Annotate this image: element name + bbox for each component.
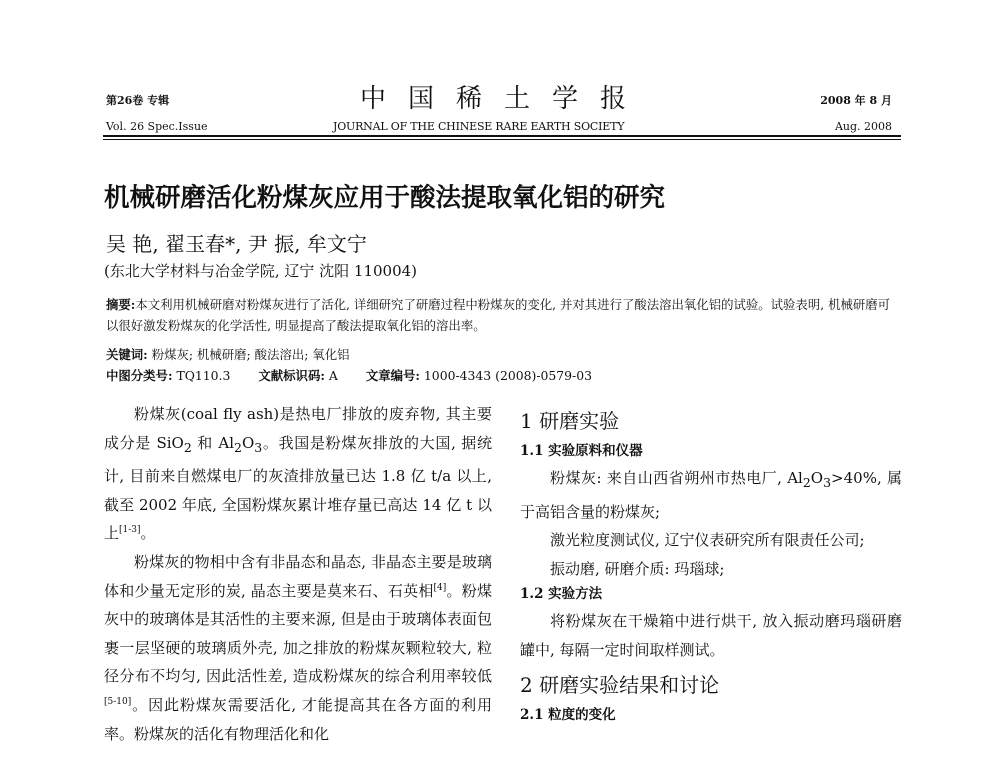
body-paragraph [104, 400, 492, 548]
paper-title: 机械研磨活化粉煤灰应用于酸法提取氧化铝的研究 [104, 183, 666, 213]
body-left-column [104, 400, 492, 748]
subscript: 2 [802, 475, 811, 490]
subscript: 2 [234, 439, 242, 455]
affiliation: (东北大学材料与冶金学院, 辽宁 沈阳 110004) [104, 262, 418, 280]
body-paragraph: 振动磨, 研磨介质: 玛瑙球; [550, 559, 725, 578]
header-date-cn: 2008 年 8 月 [820, 94, 892, 107]
article-number-label: 文章编号: [365, 368, 420, 383]
article-number-value: 1000-4343 (2008)-0579-03 [423, 368, 592, 383]
text-run: O [810, 469, 824, 487]
text-run: 粉煤灰: 来自山西省朔州市热电厂, Al [550, 469, 803, 487]
section-heading-2: 2 研磨实验结果和讨论 [520, 673, 720, 697]
citation: [4] [433, 582, 447, 593]
clc-value: TQ110.3 [176, 368, 231, 383]
header-rule-thin [103, 139, 901, 140]
subscript: 3 [823, 475, 832, 490]
text-run: 。 [140, 524, 156, 543]
header-date-en: Aug. 2008 [834, 120, 892, 133]
header-rule-thick [103, 135, 901, 137]
text-run: >40%, 属于高铝含量的粉煤灰; [520, 469, 902, 521]
citation: [1-3] [119, 525, 141, 536]
author-list: 吴 艳, 翟玉春*, 尹 振, 牟文宁 [106, 232, 367, 256]
journal-title-cn: 中国稀土学报 [360, 84, 649, 114]
subscript: 2 [183, 439, 192, 455]
subsection-heading-2-1: 2.1 粒度的变化 [520, 707, 616, 723]
header-volume-cn: 第26卷 专辑 [106, 94, 170, 107]
section-heading-1: 1 研磨实验 [520, 409, 620, 433]
text-run: 。我国是粉煤灰排放的大国, 据统计, 目前来自燃煤电厂的灰渣排放量已达 1.8 亿 t/a 以上, 截至 2002 年底, 全国粉煤灰累计堆存量已高达 14 亿 t 以上 [104, 433, 492, 543]
classification-line [106, 366, 592, 384]
doc-code-value: A [328, 368, 338, 383]
doc-code-label: 文献标识码: [258, 368, 325, 383]
keywords-text: 粉煤灰; 机械研磨; 酸法溶出; 氧化铝 [151, 347, 350, 362]
clc-label: 中图分类号: [106, 368, 173, 383]
keywords [106, 345, 350, 363]
text-run: 。粉煤灰中的玻璃体是其活性的主要来源, 但是由于玻璃体表面包裹一层坚硬的玻璃质外壳, 加之排放的粉煤灰颗粒较大, 粒径分布不均匀, 因此活性差, 造成粉煤灰的综合利用率较低 [104, 581, 492, 686]
body-right-column [520, 406, 902, 728]
subsection-heading-1-2: 1.2 实验方法 [520, 586, 603, 602]
body-paragraph: 将粉煤灰在干燥箱中进行烘干, 放入振动磨玛瑙研磨罐中, 每隔一定时间取样测试。 [520, 612, 902, 659]
text-run: 。因此粉煤灰需要活化, 才能提高其在各方面的利用率。粉煤灰的活化有物理活化和化 [104, 695, 492, 743]
abstract-text: 本文利用机械研磨对粉煤灰进行了活化, 详细研究了研磨过程中粉煤灰的变化, 并对其进行了酸法溶出氧化铝的试验。试验表明, 机械研磨可以很好激发粉煤灰的化学活性, 明显提高了酸法提取氧化铝的溶出率。 [106, 297, 891, 333]
text-run: 和 Al [197, 433, 235, 452]
body-paragraph: 激光粒度测试仪, 辽宁仪表研究所有限责任公司; [550, 531, 865, 549]
abstract-label: 摘要: [106, 297, 136, 312]
keywords-label: 关键词: [106, 347, 148, 362]
citation: [5-10] [104, 696, 132, 707]
body-paragraph [520, 464, 902, 526]
subsection-heading-1-1: 1.1 实验原料和仪器 [520, 443, 643, 459]
text-run: O [241, 433, 255, 452]
subscript: 3 [254, 439, 263, 455]
header-volume-en: Vol. 26 Spec.Issue [106, 120, 208, 133]
text-run: 粉煤灰(coal fly ash)是热电厂排放的废弃物, 其主要成分是 SiO [104, 405, 492, 452]
journal-title-en: JOURNAL OF THE CHINESE RARE EARTH SOCIETY [333, 120, 625, 133]
text-run: 粉煤灰的物相中含有非晶态和晶态, 非晶态主要是玻璃体和少量无定形的炭, 晶态主要是莫来石、石英相 [104, 552, 492, 600]
body-paragraph [104, 548, 492, 748]
abstract [106, 294, 902, 336]
